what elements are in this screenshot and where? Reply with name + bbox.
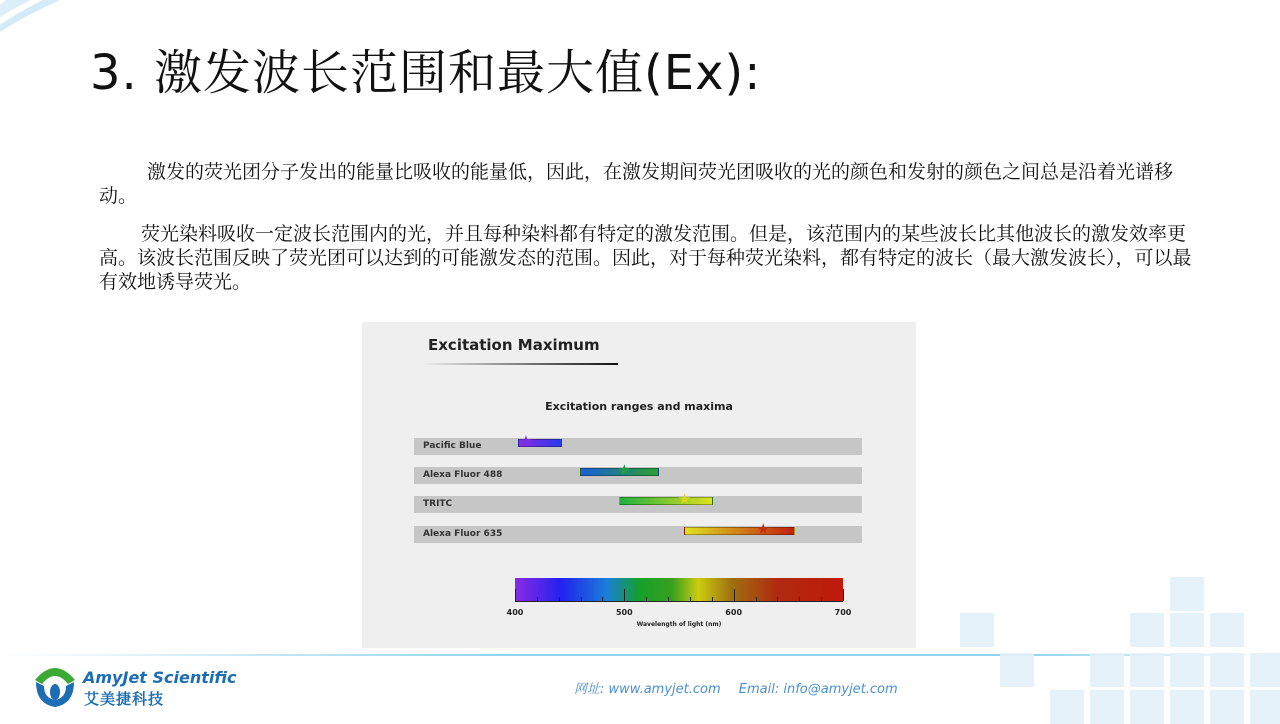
excitation-figure xyxy=(362,322,916,648)
tick-mark xyxy=(537,597,538,601)
decorative-tile xyxy=(1130,690,1164,724)
decorative-tile xyxy=(1090,653,1124,687)
amyjet-logo-icon xyxy=(32,662,78,708)
footer-divider xyxy=(0,654,1280,656)
tick-label: 500 xyxy=(615,608,633,617)
maximum-star-icon: ★ xyxy=(519,432,533,450)
chart-row xyxy=(414,432,862,455)
range-bar xyxy=(619,497,713,505)
decorative-tile xyxy=(1090,690,1124,724)
brand-name-en: AmyJet Scientific xyxy=(83,668,237,687)
chart-row xyxy=(414,520,862,543)
contact-info xyxy=(574,678,912,697)
tick-mark xyxy=(602,597,603,601)
tick-mark xyxy=(734,589,735,601)
heading-underline xyxy=(422,363,618,365)
tick-mark xyxy=(690,597,691,601)
email-link[interactable]: Email: info@amyjet.com xyxy=(738,682,898,697)
maximum-star-icon: ★ xyxy=(617,461,632,479)
chart-title: Excitation ranges and maxima xyxy=(545,400,733,413)
decorative-tile xyxy=(1130,613,1164,647)
decorative-tile xyxy=(1170,653,1204,687)
decorative-tile xyxy=(1000,653,1034,687)
paragraph: 荧光染料吸收一定波长范围内的光，并且每种染料都有特定的激发范围。但是，该范围内的某些波长比其他波长的激发效率更高。该波长范围反映了荧光团可以达到的可能激发态的范围。因此，对于每种荧光染料，都有特定的波长（最大激发波长），可以最有效地诱导荧光。 xyxy=(99,223,1192,293)
tick-mark xyxy=(668,597,669,601)
tick-mark xyxy=(843,589,844,601)
row-label: Alexa Fluor 635 xyxy=(423,529,503,539)
decorative-tile xyxy=(1210,653,1244,687)
website-link[interactable]: 网址: www.amyjet.com xyxy=(574,682,721,697)
tick-mark xyxy=(712,597,713,601)
spectrum-bar xyxy=(515,578,843,602)
chart-row xyxy=(414,490,862,513)
tick-mark xyxy=(821,597,822,601)
chart-row xyxy=(414,461,862,484)
tick-mark xyxy=(515,589,516,601)
decorative-tile xyxy=(1250,653,1280,687)
decorative-tile xyxy=(1130,653,1164,687)
decorative-tile xyxy=(1170,577,1204,611)
decorative-tile xyxy=(960,613,994,647)
tick-mark xyxy=(777,597,778,601)
range-bar xyxy=(684,527,794,535)
decorative-tile xyxy=(1210,613,1244,647)
tick-label: 600 xyxy=(725,608,743,617)
tick-mark xyxy=(799,597,800,601)
row-label: Pacific Blue xyxy=(423,441,482,451)
maximum-star-icon: ★ xyxy=(677,490,692,508)
tick-mark xyxy=(581,597,582,601)
decorative-tile xyxy=(1050,690,1084,724)
decorative-tile xyxy=(1170,613,1204,647)
tick-mark xyxy=(559,597,560,601)
tick-mark xyxy=(646,597,647,601)
paragraph: 激发的荧光团分子发出的能量比吸收的能量低，因此，在激发期间荧光团吸收的光的颜色和发射的颜色之间总是沿着光谱移动。 xyxy=(99,161,1174,207)
row-label: TRITC xyxy=(423,499,453,509)
tick-mark xyxy=(624,589,625,601)
figure-heading: Excitation Maximum xyxy=(428,336,600,354)
x-axis-label: Wavelength of light (nm) xyxy=(636,621,722,628)
decorative-tile xyxy=(1250,690,1280,724)
brand-name-cn: 艾美捷科技 xyxy=(84,690,165,708)
decorative-tile xyxy=(1170,690,1204,724)
decorative-tile xyxy=(1210,690,1244,724)
maximum-star-icon: ★ xyxy=(756,520,770,538)
tick-mark xyxy=(756,597,757,601)
tick-label: 400 xyxy=(506,608,524,617)
tick-label: 700 xyxy=(834,608,852,617)
row-label: Alexa Fluor 488 xyxy=(423,470,503,480)
slide-title: 3. 激发波长范围和最大值(Ex): xyxy=(90,45,762,101)
